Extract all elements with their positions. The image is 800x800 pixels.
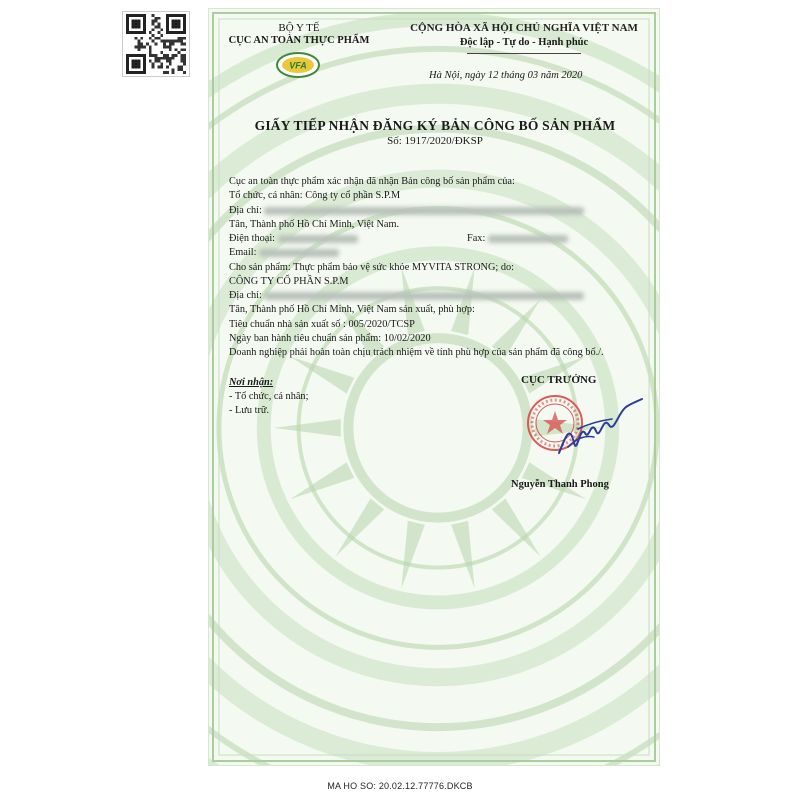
signer-position: CỤC TRƯỞNG: [521, 374, 597, 386]
manufacturer-line: CÔNG TY CỔ PHẦN S.P.M: [229, 276, 349, 287]
document-title: GIẤY TIẾP NHẬN ĐĂNG KÝ BẢN CÔNG BỐ SẢN PHẨM: [254, 118, 616, 133]
dossier-code: MA HO SO: 20.02.12.77776.DKCB: [327, 781, 473, 791]
intro-line: Cục an toàn thực phẩm xác nhận đã nhận Bản công bố sản phẩm của:: [229, 176, 515, 187]
redacted-email: [259, 249, 339, 257]
phone-label: Điện thoại:: [229, 233, 276, 244]
recipient-item: - Tổ chức, cá nhân;: [229, 391, 309, 402]
republic-name: CỘNG HÒA XÃ HỘI CHỦ NGHĨA VIỆT NAM: [410, 22, 638, 34]
organization-line: Tổ chức, cá nhân: Công ty cổ phần S.P.M: [229, 190, 401, 201]
email-label: Email:: [229, 247, 257, 258]
issue-date-line: Ngày ban hành tiêu chuẩn sản phẩm: 10/02/2020: [229, 333, 431, 344]
motto-underline: [467, 53, 581, 54]
address-label: Địa chỉ:: [229, 205, 262, 216]
manufacturer-address-label: Địa chỉ:: [229, 290, 262, 301]
fax-line: [467, 233, 568, 244]
manufacturer-address-line: [229, 290, 584, 301]
redacted-manufacturer-address: [264, 292, 584, 300]
document-number: Số: 1917/2020/ĐKSP: [387, 135, 483, 147]
handwritten-signature: [554, 395, 644, 465]
email-line: [229, 247, 339, 258]
fax-label: Fax:: [467, 233, 486, 244]
recipient-item: - Lưu trữ.: [229, 405, 270, 416]
address-line-2: Tân, Thành phố Hồ Chí Minh, Việt Nam.: [229, 219, 400, 230]
phone-line: [229, 233, 358, 244]
product-line: Cho sản phẩm: Thực phẩm bảo vệ sức khỏe MYVITA STRONG; do:: [229, 262, 514, 273]
recipients-title: Nơi nhận:: [229, 377, 274, 388]
logo-text: VFA: [289, 60, 307, 71]
signer-name: Nguyễn Thanh Phong: [511, 479, 609, 490]
national-motto: Độc lập - Tự do - Hạnh phúc: [459, 37, 589, 48]
standard-line: Tiêu chuẩn nhà sản xuất số : 005/2020/TCSP: [229, 319, 415, 330]
responsibility-line: Doanh nghiệp phải hoàn toàn chịu trách nhiệm về tính phù hợp của sản phẩm đã công bố./.: [229, 347, 604, 358]
qr-code: [122, 11, 190, 77]
redacted-address: [264, 207, 584, 215]
vfa-logo: [275, 51, 321, 79]
redacted-phone: [278, 235, 358, 243]
place-date: Hà Nội, ngày 12 tháng 03 năm 2020: [429, 70, 583, 81]
ministry-name: BỘ Y TẾ: [278, 22, 320, 34]
department-name: CỤC AN TOÀN THỰC PHẨM: [228, 35, 370, 46]
redacted-fax: [488, 235, 568, 243]
certificate-document: [208, 8, 660, 766]
address-line: [229, 205, 584, 216]
manufacturer-address-line-2: Tân, Thành phố Hồ Chí Minh, Việt Nam sản xuất, phù hợp:: [229, 304, 475, 315]
